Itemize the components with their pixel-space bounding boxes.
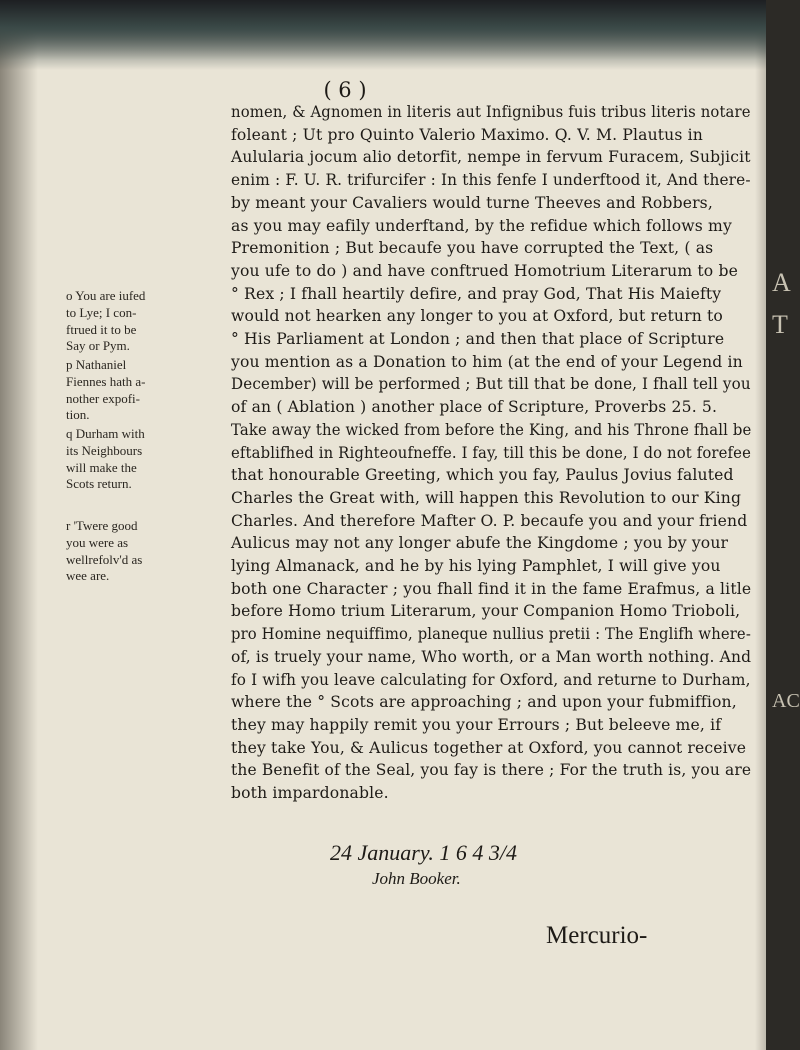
body-line: would not hearken any longer to you at Oxford, but return to	[231, 307, 723, 326]
body-line: lying Almanack, and he by his lying Pamphlet, I will give you	[231, 557, 721, 575]
margin-note-line: you were as	[66, 534, 129, 550]
body-line: Charles. And therefore Mafter O. P. becaufe you and your friend	[231, 511, 748, 530]
margin-note-line: q Durham with	[66, 426, 145, 441]
body-line: they take You, & Aulicus together at Oxford, you cannot receive	[231, 738, 747, 757]
facing-page-edge: A T AC	[766, 0, 800, 1050]
body-line: that honourable Greeting, which you fay, Paulus Jovius faluted	[231, 466, 734, 485]
body-line: Aulularia jocum alio detorfit, nempe in fervum Furacem, Subjicit	[231, 148, 751, 167]
margin-note-line: will make the	[66, 459, 137, 475]
body-line: the Benefit of the Seal, you fay is there ; For the truth is, you are	[231, 761, 752, 780]
margin-note-line: tion.	[66, 407, 90, 423]
margin-note-line: p Nathaniel	[66, 357, 127, 372]
body-line: eftablifhed in Righteoufneffe. I fay, till this be done, I do not forefee	[231, 443, 752, 462]
margin-note-line: wellrefolv'd as	[66, 551, 143, 567]
body-line: ° His Parliament at London ; and then that place of Scripture	[231, 330, 725, 348]
margin-note-line: Scots return.	[66, 476, 132, 492]
body-line: December) will be performed ; But till that be done, I fhall tell you	[231, 375, 751, 394]
margin-note-line: nother expofi-	[66, 390, 141, 406]
body-line: by meant your Cavaliers would turne Theeves and Robbers,	[231, 193, 713, 212]
catchword: Mercurio-	[546, 922, 648, 949]
body-line: pro Homine nequiffimo, planeque nullius pretii : The Englifh where-	[231, 625, 751, 644]
body-line: Charles the Great with, will happen this Revolution to our King	[231, 488, 742, 507]
body-line: Premonition ; But becaufe you have corrupted the Text, ( as	[231, 239, 714, 258]
body-line: Take away the wicked from before the King, and his Throne fhall be	[231, 420, 752, 439]
margin-note-line: ftrued it to be	[66, 321, 137, 337]
margin-note-line: Fiennes hath a-	[66, 373, 146, 389]
margin-note-line: r 'Twere good	[66, 518, 138, 533]
body-line: before Homo trium Literarum, your Companion Homo Trioboli,	[231, 602, 741, 621]
body-line: you mention as a Donation to him (at the end of your Legend in	[231, 352, 743, 371]
margin-note-line: o You are iufed	[66, 288, 146, 303]
margin-note-line: wee are.	[66, 568, 110, 584]
body-line: you ufe to do ) and have conftrued Homotrium Literarum to be	[231, 261, 738, 280]
margin-note-line: its Neighbours	[66, 442, 143, 458]
body-line: both one Character ; you fhall find it in the fame Erafmus, a litle	[231, 579, 752, 598]
author-signature: John Booker.	[372, 869, 461, 888]
body-line: enim : F. U. R. trifurcifer : In this fenfe I underftood it, And there-	[231, 171, 751, 190]
body-line: fo I wifh you leave calculating for Oxford, and returne to Durham,	[231, 670, 751, 689]
body-line: Aulicus may not any longer abufe the Kingdome ; you by your	[231, 534, 729, 553]
body-line: both impardonable.	[231, 784, 389, 802]
body-line: they may happily remit you your Errours ; But beleeve me, if	[231, 715, 722, 734]
body-line: as you may eafily underftand, by the refidue which follows my	[231, 216, 732, 235]
body-line: foleant ; Ut pro Quinto Valerio Maximo. Q. V. M. Plautus in	[231, 125, 703, 144]
body-line: where the ° Scots are approaching ; and upon your fubmiffion,	[231, 693, 737, 712]
body-line: of an ( Ablation ) another place of Scripture, Proverbs 25. 5.	[231, 398, 718, 417]
date-line: 24 January. 1 6 4 3/4	[330, 840, 517, 865]
body-line: ° Rex ; I fhall heartily defire, and pray God, That His Maiefty	[231, 284, 722, 303]
margin-note-line: Say or Pym.	[66, 338, 130, 354]
page-number: ( 6 )	[323, 78, 367, 102]
body-line: of, is truely your name, Who worth, or a Man worth nothing. And	[231, 647, 752, 666]
margin-note-line: to Lye; I con-	[66, 304, 137, 320]
body-line: nomen, & Agnomen in literis aut Infignibus fuis tribus literis notare	[231, 103, 751, 121]
